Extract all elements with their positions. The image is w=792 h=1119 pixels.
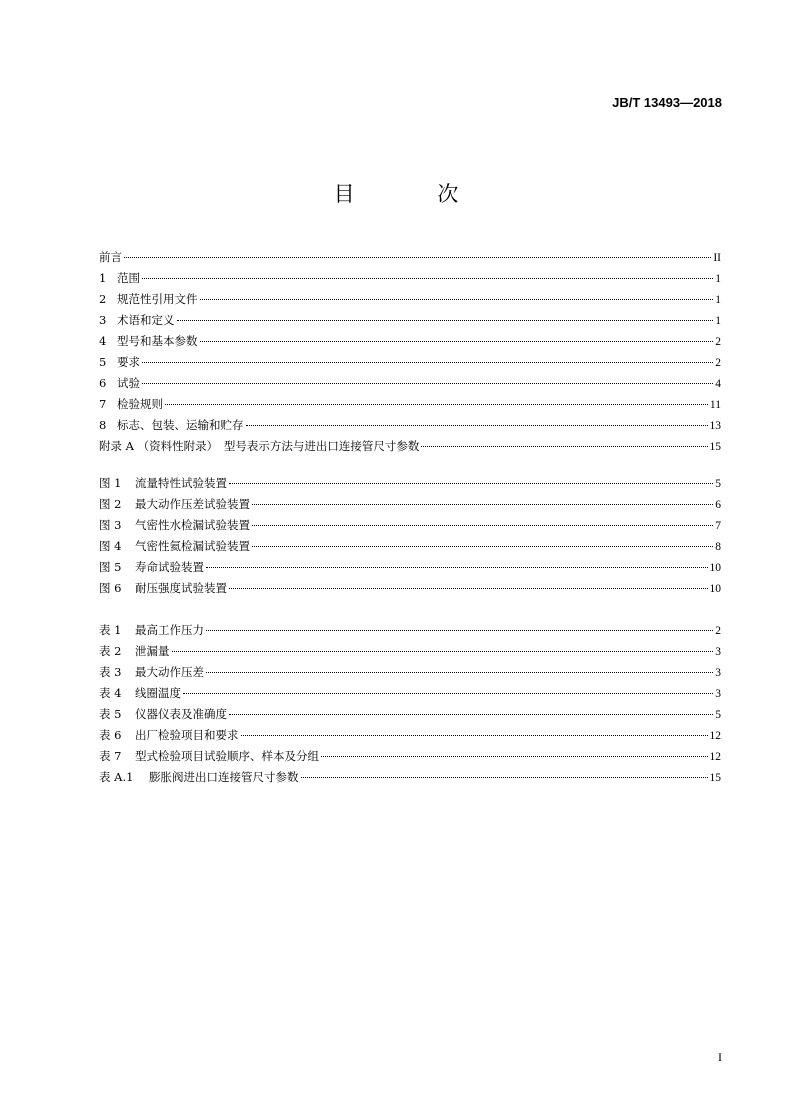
figure-entry[interactable] (99, 515, 721, 536)
toc-entry[interactable] (99, 247, 721, 268)
leader-dots (241, 735, 708, 736)
toc-page: II (713, 252, 721, 264)
toc-entry[interactable] (99, 331, 721, 352)
toc-entry[interactable] (99, 352, 721, 373)
table-page: 3 (715, 646, 721, 658)
leader-dots (142, 383, 713, 384)
figure-entry[interactable] (99, 536, 721, 557)
table-entry[interactable] (99, 683, 721, 704)
figure-label: 气密性水检漏试验装置 (135, 518, 250, 532)
figure-label: 最大动作压差试验装置 (135, 497, 250, 511)
toc-page: 1 (715, 315, 721, 327)
table-entry[interactable] (99, 704, 721, 725)
figure-entry[interactable] (99, 494, 721, 515)
toc-number: 3 (99, 313, 107, 327)
toc-number: 6 (99, 376, 107, 390)
page-number: I (718, 1050, 722, 1064)
figure-number: 图 1 (99, 476, 122, 490)
toc-label: 术语和定义 (117, 313, 175, 327)
leader-dots (165, 404, 708, 405)
table-page: 12 (709, 730, 721, 742)
leader-dots (252, 504, 713, 505)
table-entry[interactable] (99, 662, 721, 683)
leader-dots (246, 425, 708, 426)
leader-dots (229, 714, 713, 715)
toc-page: 11 (709, 399, 721, 411)
figure-page: 7 (715, 520, 721, 532)
table-label: 仪器仪表及准确度 (135, 707, 227, 721)
figure-entry[interactable] (99, 557, 721, 578)
figure-page: 10 (709, 583, 721, 595)
leader-dots (172, 651, 714, 652)
table-label: 型式检验项目试验顺序、样本及分组 (135, 749, 319, 763)
page-title: 目 次 (333, 182, 497, 206)
table-entry[interactable] (99, 767, 721, 788)
toc-page: 4 (715, 378, 721, 390)
toc-number: 8 (99, 418, 107, 432)
toc-entry[interactable] (99, 436, 721, 457)
figure-label: 流量特性试验装置 (135, 476, 227, 490)
table-entry[interactable] (99, 620, 721, 641)
leader-dots (124, 257, 711, 258)
toc-entry[interactable] (99, 268, 721, 289)
toc-figures-section (99, 473, 721, 599)
toc-page: 1 (715, 273, 721, 285)
toc-label: 试验 (117, 376, 140, 390)
figure-number: 图 6 (99, 581, 122, 595)
document-code: JB/T 13493—2018 (612, 95, 722, 110)
toc-page: 13 (709, 420, 721, 432)
table-number: 表 A.1 (99, 770, 134, 784)
toc-entry[interactable] (99, 310, 721, 331)
table-page: 5 (715, 709, 721, 721)
figure-label: 气密性氦检漏试验装置 (135, 539, 250, 553)
table-page: 15 (709, 772, 721, 784)
table-page: 2 (715, 625, 721, 637)
toc-label: 标志、包装、运输和贮存 (117, 418, 244, 432)
leader-dots (206, 630, 713, 631)
leader-dots (200, 299, 714, 300)
toc-page: 15 (709, 441, 721, 453)
leader-dots (229, 588, 708, 589)
table-label: 泄漏量 (135, 644, 170, 658)
table-number: 表 7 (99, 749, 122, 763)
toc-number: 4 (99, 334, 107, 348)
leader-dots (252, 546, 713, 547)
table-number: 表 6 (99, 728, 122, 742)
table-label: 最高工作压力 (135, 623, 204, 637)
leader-dots (200, 341, 714, 342)
toc-label: 范围 (117, 271, 140, 285)
toc-entry[interactable] (99, 394, 721, 415)
toc-label: 前言 (99, 250, 122, 264)
leader-dots (142, 362, 713, 363)
toc-tables-section (99, 620, 721, 788)
leader-dots (229, 483, 713, 484)
table-label: 线圈温度 (135, 686, 181, 700)
table-label: 最大动作压差 (135, 665, 204, 679)
table-number: 表 4 (99, 686, 122, 700)
leader-dots (142, 278, 713, 279)
leader-dots (252, 525, 713, 526)
figure-label: 寿命试验装置 (135, 560, 204, 574)
toc-label: 规范性引用文件 (117, 292, 198, 306)
table-entry[interactable] (99, 641, 721, 662)
leader-dots (183, 693, 713, 694)
leader-dots (177, 320, 714, 321)
toc-number: 5 (99, 355, 107, 369)
toc-page: 1 (715, 294, 721, 306)
table-label: 膨胀阀进出口连接管尺寸参数 (149, 770, 299, 784)
table-number: 表 1 (99, 623, 122, 637)
leader-dots (321, 756, 708, 757)
leader-dots (206, 567, 708, 568)
toc-entry[interactable] (99, 289, 721, 310)
figure-page: 8 (715, 541, 721, 553)
figure-entry[interactable] (99, 473, 721, 494)
figure-page: 6 (715, 499, 721, 511)
toc-main-section (99, 247, 721, 457)
leader-dots (421, 446, 707, 447)
leader-dots (301, 777, 708, 778)
table-number: 表 5 (99, 707, 122, 721)
toc-page: 2 (715, 336, 721, 348)
toc-page: 2 (715, 357, 721, 369)
figure-number: 图 5 (99, 560, 122, 574)
figure-label: 耐压强度试验装置 (135, 581, 227, 595)
figure-page: 5 (715, 478, 721, 490)
table-page: 12 (709, 751, 721, 763)
table-entry[interactable] (99, 746, 721, 767)
toc-entry[interactable] (99, 373, 721, 394)
table-number: 表 3 (99, 665, 122, 679)
figure-entry[interactable] (99, 578, 721, 599)
toc-label: 检验规则 (117, 397, 163, 411)
figure-number: 图 4 (99, 539, 122, 553)
figure-page: 10 (709, 562, 721, 574)
toc-label: 要求 (117, 355, 140, 369)
table-page: 3 (715, 688, 721, 700)
toc-label: 型号和基本参数 (117, 334, 198, 348)
toc-number: 1 (99, 271, 107, 285)
table-entry[interactable] (99, 725, 721, 746)
table-number: 表 2 (99, 644, 122, 658)
toc-number: 2 (99, 292, 107, 306)
figure-number: 图 2 (99, 497, 122, 511)
figure-number: 图 3 (99, 518, 122, 532)
table-label: 出厂检验项目和要求 (135, 728, 239, 742)
table-page: 3 (715, 667, 721, 679)
toc-entry[interactable] (99, 415, 721, 436)
toc-label: 附录 A （资料性附录） 型号表示方法与进出口连接管尺寸参数 (99, 439, 420, 453)
toc-number: 7 (99, 397, 107, 411)
leader-dots (206, 672, 713, 673)
